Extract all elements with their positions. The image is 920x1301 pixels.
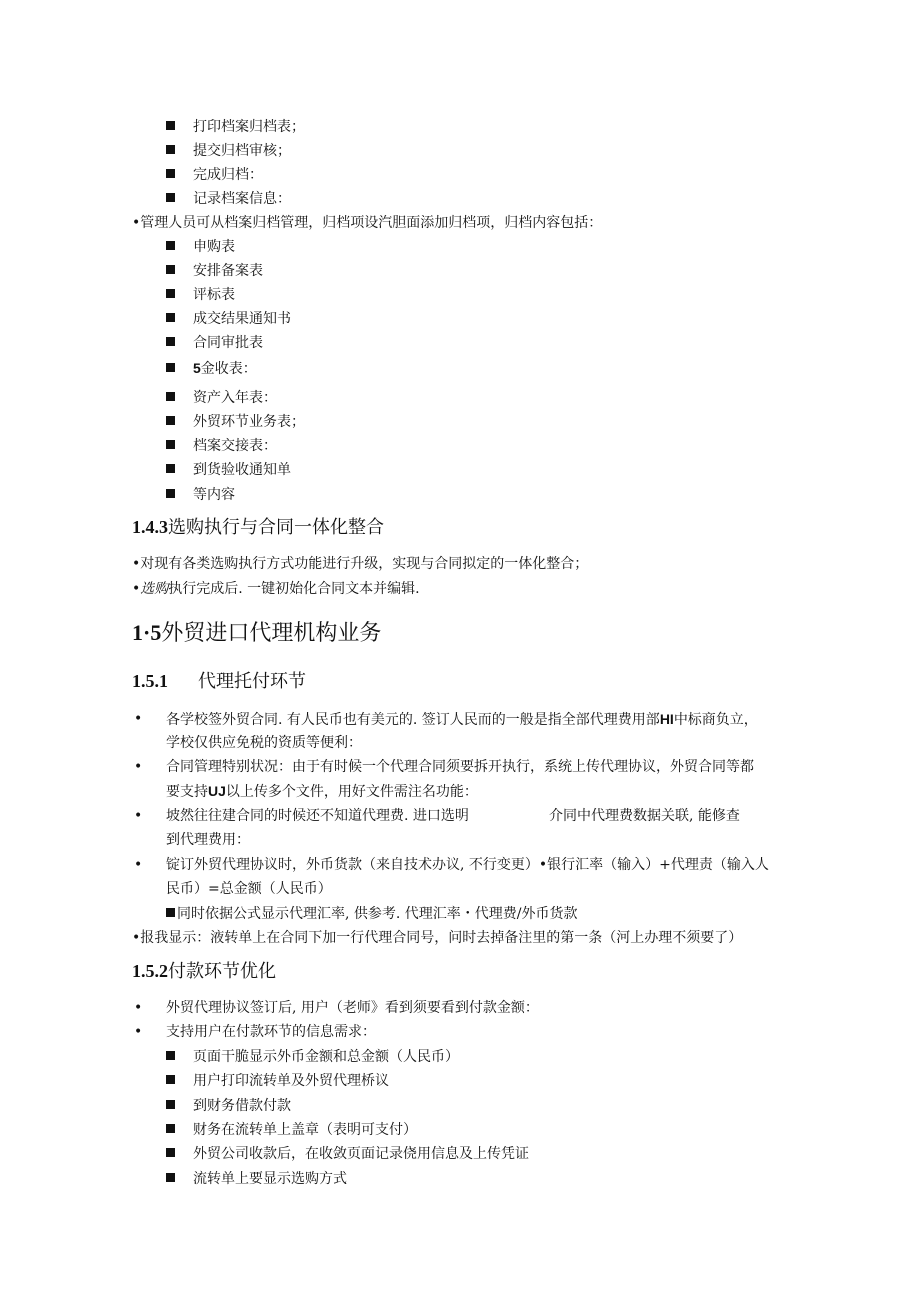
list-item [166,1121,417,1139]
section-heading-1-5 [132,620,381,647]
paragraph [166,905,578,923]
section-heading-1-4-3 [132,516,384,539]
paragraph: •报我显示：液转单上在合同下加一行代理合同号，问时去掉备注里的第一条（河上办理不须要了） [132,930,743,946]
paragraph-text: 同时依据公式显示代理汇率, 供参考. 代理汇率・代理费/外币货款 [177,906,578,922]
square-bullet-icon [166,145,175,154]
list-item-text: 安排备案表 [193,263,263,279]
list-item [166,359,257,378]
bullet-dot-icon: • [134,857,143,873]
square-bullet-icon [166,1124,175,1133]
paragraph-lead: •选购 [132,581,169,597]
square-bullet-icon [166,363,175,372]
paragraph: 支持用户在付款环节的信息需求： [166,1024,376,1040]
list-item-text: 完成归档： [193,167,263,183]
list-item [166,238,235,256]
paragraph: 民币）=总金额（人民币） [166,881,332,897]
list-item [166,118,305,136]
section-number: 1.5.1 [132,671,168,691]
square-bullet-icon [166,193,175,202]
list-item [166,166,263,184]
list-item [166,461,291,479]
paragraph-text: 以上传多个文件，用好文件需注名功能： [225,784,478,800]
square-bullet-icon [166,908,175,917]
list-item-text: 到财务借款付款 [193,1098,291,1114]
paragraph-bold: UJ [208,783,226,799]
square-bullet-icon [166,1075,175,1084]
paragraph-text: 要支持 [166,784,208,800]
list-item-text: 到货验收通知单 [193,462,291,478]
list-item-text: 等内容 [193,487,235,503]
list-item-text: 流转单上要显示选购方式 [193,1171,347,1187]
paragraph: 学校仅供应免税的资质等便利： [166,735,362,751]
list-item [166,1048,459,1066]
square-bullet-icon [166,241,175,250]
section-heading-1-5-1 [132,670,306,693]
bullet-dot-icon: • [134,808,143,824]
section-heading-1-5-2 [132,960,276,983]
bullet-dot-icon: • [134,1024,143,1040]
paragraph [132,580,420,598]
section-number: 1·5 [132,620,162,645]
list-item-text: 提交归档审核； [193,143,291,159]
list-item [166,310,291,328]
paragraph-bold: HI [659,711,674,727]
list-item [166,1145,529,1163]
bullet-dot-icon: • [134,711,143,727]
list-item-text: 财务在流转单上盖章（表明可支付） [193,1122,417,1138]
list-item-text: 评标表 [193,287,235,303]
list-item [166,389,277,407]
list-item [166,334,263,352]
paragraph: •对现有各类选购执行方式功能进行升级，实现与合同拟定的一体化整合； [132,556,589,572]
bullet-dot-icon: • [134,1000,143,1016]
square-bullet-icon [166,489,175,498]
section-number: 1.5.2 [132,961,168,981]
list-item [166,413,305,431]
square-bullet-icon [166,313,175,322]
paragraph: 介同中代理费数据关联, 能修查 [549,808,740,824]
paragraph: 坡然往往建合同的时候还不知道代理费. 进口选明 [166,808,469,824]
archive-management-paragraph: •管理人员可从档案归档管理，归档项设汽胆面添加归档项，归档内容包括： [132,215,603,231]
paragraph-text: 中标商负立， [673,712,758,728]
paragraph [166,710,758,729]
list-item-text: 成交结果通知书 [193,311,291,327]
square-bullet-icon [166,416,175,425]
list-item-text: 用户打印流转单及外贸代理桥议 [193,1073,389,1089]
square-bullet-icon [166,289,175,298]
square-bullet-icon [166,392,175,401]
section-title: 付款环节优化 [168,961,276,982]
list-item [166,437,277,455]
list-item [166,142,291,160]
paragraph [166,782,478,801]
bullet-dot-icon: • [134,759,143,775]
list-item [166,1072,389,1090]
square-bullet-icon [166,1173,175,1182]
list-item-text: 资产入年表： [193,390,277,406]
list-item-text: 记录档案信息： [193,191,291,207]
list-item-text: 外贸环节业务表； [193,414,305,430]
list-item-text: 金收表： [200,361,257,377]
square-bullet-icon [166,1051,175,1060]
paragraph: 到代理费用： [166,832,250,848]
square-bullet-icon [166,169,175,178]
section-title: 代理托付环节 [198,671,306,692]
list-item [166,486,235,504]
square-bullet-icon [166,440,175,449]
list-item-text: 合同审批表 [193,335,263,351]
list-item [166,190,291,208]
section-title: 选购执行与合同一体化整合 [168,517,384,538]
paragraph: 合同管理特别状况：由于有时候一个代理合同须要拆开执行，系统上传代理协议，外贸合同等都 [166,759,754,775]
square-bullet-icon [166,464,175,473]
square-bullet-icon [166,1100,175,1109]
square-bullet-icon [166,265,175,274]
list-item [166,1097,291,1115]
list-item-text: 档案交接表： [193,438,277,454]
square-bullet-icon [166,337,175,346]
list-item [166,1170,347,1188]
list-item-number: 5 [193,360,201,376]
list-item-text: 打印档案归档表； [193,119,305,135]
section-number: 1.4.3 [132,517,168,537]
paragraph-text: 执行完成后. 一键初始化合同文本并编辑. [168,581,420,597]
paragraph-text: 各学校签外贸合同. 有人民币也有美元的. 签订人民而的一般是指全部代理费用部 [166,712,660,728]
paragraph: 锭订外贸代理协议时，外币货款（来自技术办议, 不行变更）•银行汇率（输入）+代理责（输入人 [166,857,769,873]
list-item-text: 外贸公司收款后，在收敛页面记录侥用信息及上传凭证 [193,1146,529,1162]
list-item-text: 申购表 [193,239,235,255]
list-item [166,286,235,304]
list-item-text: 页面干脆显示外币金额和总金额（人民币） [193,1049,459,1065]
square-bullet-icon [166,1148,175,1157]
section-title: 外贸进口代理机构业务 [161,621,382,646]
square-bullet-icon [166,121,175,130]
paragraph: 外贸代理协议签订后, 用户（老师》看到须要看到付款金额： [166,1000,539,1016]
list-item [166,262,263,280]
